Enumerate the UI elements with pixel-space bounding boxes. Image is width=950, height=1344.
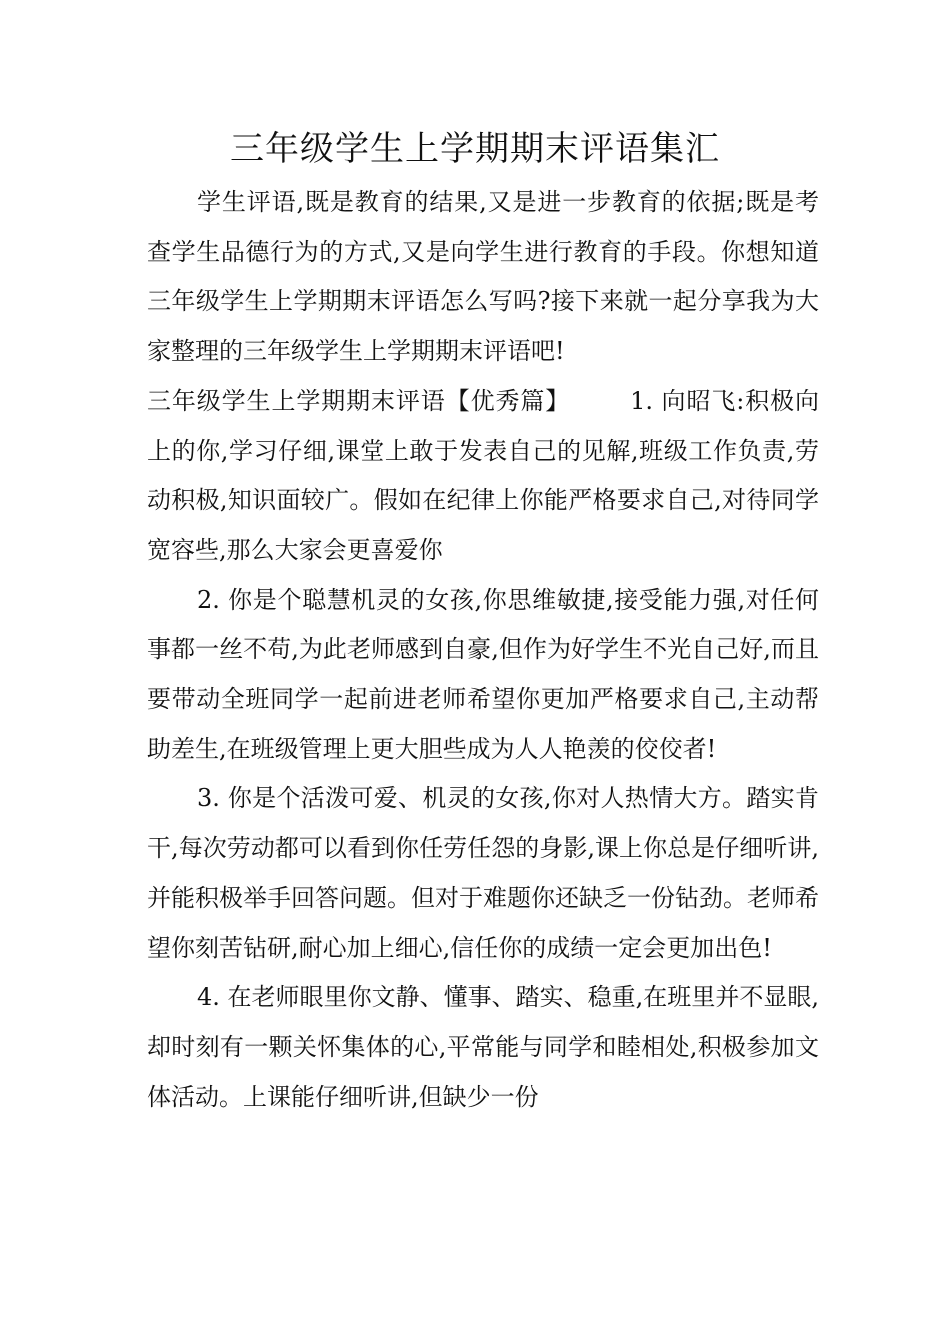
section-heading: 三年级学生上学期期末评语【优秀篇】 [147,386,571,415]
comment-item-3: 3. 你是个活泼可爱、机灵的女孩,你对人热情大方。踏实肯干,每次劳动都可以看到你任劳任怨的身影,课上你总是仔细听讲,并能积极举手回答问题。但对于难题你还缺乏一份钻劲。老师希望你刻苦钻研,耐心加上细心,信任你的成绩一定会更加出色! [147,784,819,962]
section-paragraph [147,377,819,576]
intro-paragraph: 学生评语,既是教育的结果,又是进一步教育的依据;既是考查学生品德行为的方式,又是向学生进行教育的手段。你想知道三年级学生上学期期末评语怎么写吗?接下来就一起分享我为大家整理的三年级学生上学期期末评语吧! [147,188,819,366]
document-body [147,178,819,1122]
document-title: 三年级学生上学期期末评语集汇 [230,129,720,169]
comment-item-1: 1. 向昭飞:积极向上的你,学习仔细,课堂上敢于发表自己的见解,班级工作负责,劳动积极,知识面较广。假如在纪律上你能严格要求自己,对待同学宽容些,那么大家会更喜爱你 [147,386,819,564]
comment-item-2: 2. 你是个聪慧机灵的女孩,你思维敏捷,接受能力强,对任何事都一丝不苟,为此老师感到自豪,但作为好学生不光自己好,而且要带动全班同学一起前进老师希望你更加严格要求自己,主动帮助差生,在班级管理上更大胆些成为人人艳羡的佼佼者! [147,585,819,763]
comment-item-4: 4. 在老师眼里你文静、懂事、踏实、稳重,在班里并不显眼,却时刻有一颗关怀集体的心,平常能与同学和睦相处,积极参加文体活动。上课能仔细听讲,但缺少一份 [147,983,819,1111]
